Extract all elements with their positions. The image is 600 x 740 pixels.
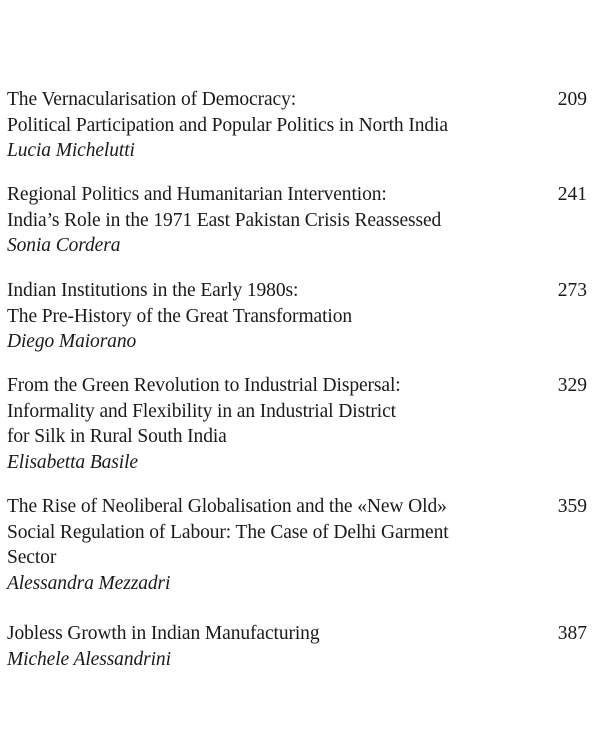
- chapter-author: Michele Alessandrini: [7, 648, 171, 670]
- page-number: 273: [557, 280, 587, 301]
- chapter-author: Sonia Cordera: [7, 235, 121, 256]
- toc-entry-titles: [7, 494, 527, 596]
- chapter-author: Elisabetta Basile: [7, 451, 138, 473]
- page-number: 241: [557, 184, 587, 205]
- chapter-title-line: for Silk in Rural South India: [7, 426, 227, 447]
- chapter-title-line: The Pre-History of the Great Transformation: [7, 305, 353, 327]
- chapter-author: Diego Maiorano: [7, 331, 137, 352]
- chapter-title-line: The Vernacularisation of Democracy:: [7, 89, 297, 110]
- chapter-author: Alessandra Mezzadri: [7, 572, 171, 594]
- toc-entry-titles: [7, 621, 527, 672]
- toc-entry: [7, 621, 587, 672]
- chapter-title-line: From the Green Revolution to Industrial Dispersal:: [7, 375, 401, 396]
- page-number: 359: [557, 496, 587, 517]
- toc-entry: [7, 278, 587, 355]
- chapter-title-line: Indian Institutions in the Early 1980s:: [7, 280, 299, 301]
- toc-entry: [7, 494, 587, 596]
- page-number: 209: [557, 89, 587, 110]
- chapter-title-line: The Rise of Neoliberal Globalisation and the «New Old»: [7, 496, 447, 517]
- toc-entry: [7, 373, 587, 475]
- chapter-title-line: Jobless Growth in Indian Manufacturing: [7, 623, 320, 644]
- toc-entry-titles: [7, 87, 527, 164]
- chapter-title-line: Regional Politics and Humanitarian Intervention:: [7, 184, 387, 205]
- page-number: 387: [557, 623, 587, 644]
- toc-entry: [7, 182, 587, 259]
- chapter-author: Lucia Michelutti: [7, 140, 135, 161]
- toc-entry-titles: [7, 182, 527, 259]
- toc-entry-titles: [7, 373, 527, 475]
- chapter-title-line: Sector: [7, 547, 57, 568]
- toc-entry: [7, 87, 587, 164]
- chapter-title-line: India’s Role in the 1971 East Pakistan Crisis Reassessed: [7, 209, 442, 231]
- toc-entry-titles: [7, 278, 527, 355]
- page-number: 329: [557, 375, 587, 396]
- chapter-title-line: Informality and Flexibility in an Industrial District: [7, 400, 396, 422]
- chapter-title-line: Social Regulation of Labour: The Case of Delhi Garment: [7, 521, 449, 543]
- chapter-title-line: Political Participation and Popular Politics in North India: [7, 114, 448, 136]
